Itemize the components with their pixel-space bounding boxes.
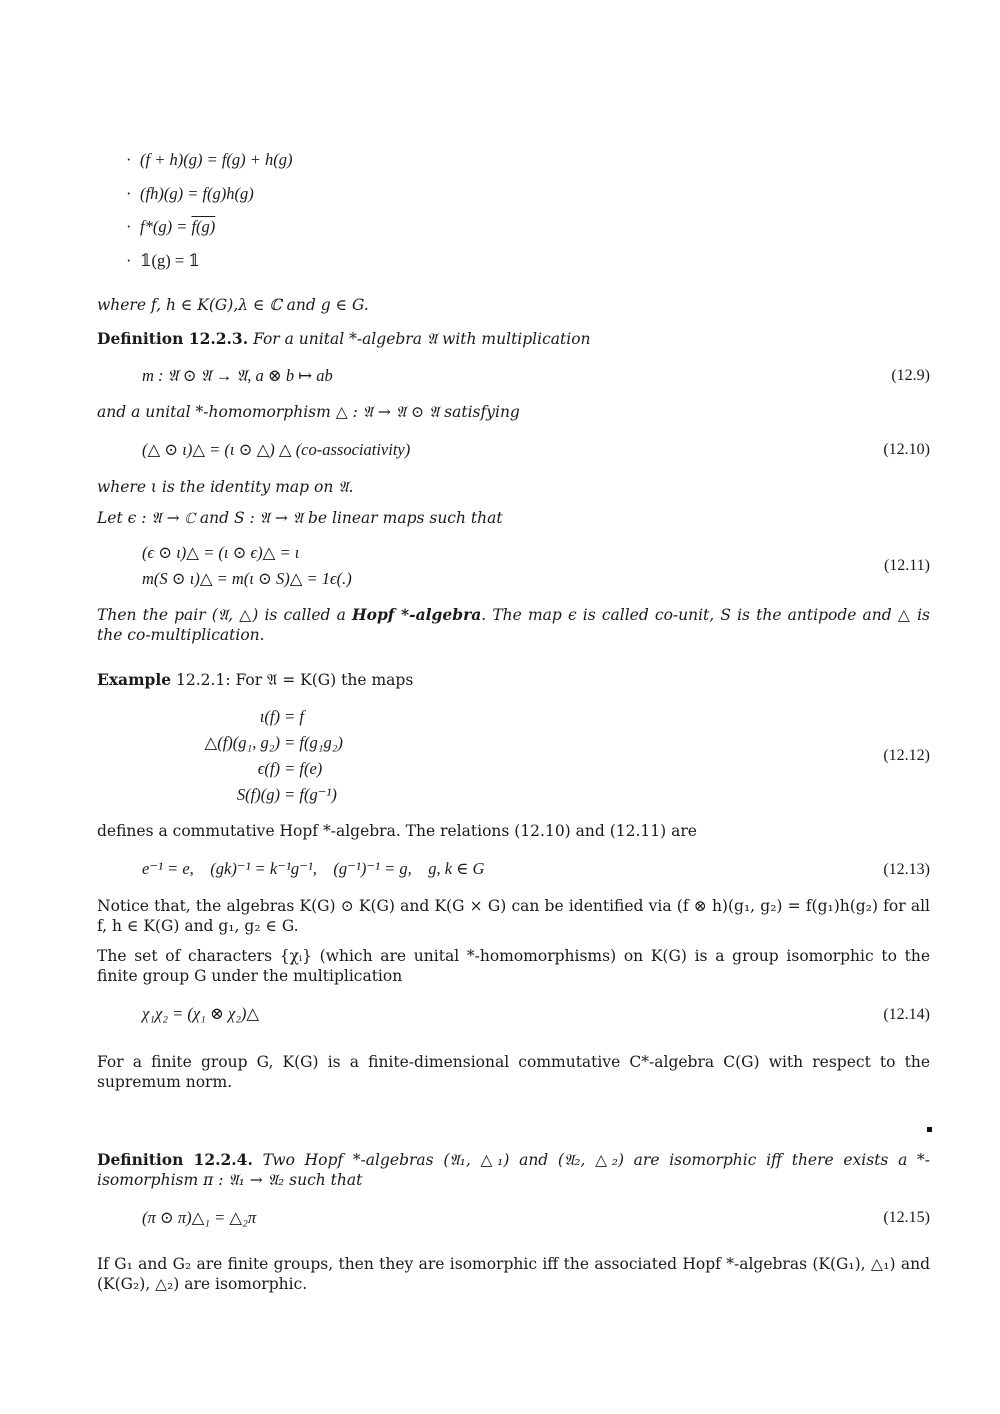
- bullet-item: · f*(g) = f(g): [126, 217, 216, 236]
- bullet-item: · 𝟙(g) = 𝟙: [126, 251, 200, 270]
- equation-12-12-row: S(f)(g) = f(g⁻¹): [236, 785, 337, 804]
- definition-12-2-3: Definition 12.2.3. For a unital *-algebra 𝔄 with multiplication: [97, 329, 591, 348]
- where-line: where f, h ∈ K(G),λ ∈ ℂ and g ∈ G.: [97, 296, 369, 314]
- equation-number: (12.14): [883, 1006, 930, 1023]
- equation-number: (12.11): [883, 557, 930, 574]
- end-of-example-mark: [927, 1127, 932, 1132]
- equation-12-12-row: ι(f) = f: [259, 707, 304, 726]
- equation-12-11-line1: (ϵ ⊙ ι)△ = (ι ⊙ ϵ)△ = ι: [142, 543, 300, 562]
- definition-12-2-4: Definition 12.2.4. Two Hopf *-algebras (𝔄₁, △₁) and (𝔄₂, △₂) are isomorphic iff there exists a *-isomorphism π : 𝔄₁ → 𝔄₂ such that: [97, 1150, 930, 1190]
- defines-line: defines a commutative Hopf *-algebra. The relations (12.10) and (12.11) are: [97, 822, 697, 840]
- equation-12-10: (△ ⊙ ι)△ = (ι ⊙ △) △ (co-associativity): [142, 440, 411, 459]
- iota-definition-line: where ι is the identity map on 𝔄.: [97, 478, 354, 496]
- equation-12-14: χ₁χ₂ = (χ₁ ⊗ χ₂)△: [142, 1004, 260, 1023]
- homomorphism-line: and a unital *-homomorphism △ : 𝔄 → 𝔄 ⊙ 𝔄 satisfying: [97, 403, 520, 421]
- bullet-item: · (f + h)(g) = f(g) + h(g): [126, 150, 293, 169]
- characters-paragraph: The set of characters {χᵢ} (which are unital *-homomorphisms) on K(G) is a group isomorphic to the finite group G under the multiplication: [97, 947, 930, 986]
- isomorphic-groups-paragraph: If G₁ and G₂ are finite groups, then they are isomorphic iff the associated Hopf *-algebras (K(G₁), △₁) and (K(G₂), △₂) are isomorphic.: [97, 1255, 930, 1294]
- equation-12-12-row: ϵ(f) = f(e): [257, 759, 323, 778]
- equation-number: (12.10): [883, 441, 930, 458]
- equation-12-12-row: △(f)(g₁, g₂) = f(g₁g₂): [204, 733, 343, 752]
- equation-12-13: e⁻¹ = e, (gk)⁻¹ = k⁻¹g⁻¹, (g⁻¹)⁻¹ = g, g, k ∈ G: [142, 859, 485, 878]
- equation-number: (12.13): [883, 861, 930, 878]
- equation-12-11-line2: m(S ⊙ ι)△ = m(ι ⊙ S)△ = 1ϵ(.): [142, 569, 352, 588]
- equation-number: (12.12): [883, 747, 930, 764]
- hopf-definition-paragraph: Then the pair (𝔄, △) is called a Hopf *-algebra. The map ϵ is called co-unit, S is the antipode and △ is the co-multiplication.: [97, 605, 930, 645]
- equation-number: (12.15): [883, 1209, 930, 1226]
- hopf-algebra-term: Hopf *-algebra: [351, 605, 482, 624]
- equation-12-9: m : 𝔄 ⊙ 𝔄 → 𝔄, a ⊗ b ↦ ab: [142, 366, 333, 385]
- example-12-2-1: Example 12.2.1: For 𝔄 = K(G) the maps: [97, 670, 414, 689]
- bullet-item: · (fh)(g) = f(g)h(g): [126, 184, 254, 203]
- let-line: Let ϵ : 𝔄 → ℂ and S : 𝔄 → 𝔄 be linear maps such that: [97, 509, 503, 527]
- finite-group-paragraph: For a finite group G, K(G) is a finite-dimensional commutative C*-algebra C(G) with respect to the supremum norm.: [97, 1053, 930, 1092]
- notice-paragraph: Notice that, the algebras K(G) ⊙ K(G) and K(G × G) can be identified via (f ⊗ h)(g₁, g₂) = f(g₁)h(g₂) for all f, h ∈ K(G) and g₁, g₂ ∈ G.: [97, 897, 930, 936]
- equation-number: (12.9): [891, 367, 930, 384]
- equation-12-15: (π ⊙ π)△₁ = △₂π: [142, 1208, 257, 1227]
